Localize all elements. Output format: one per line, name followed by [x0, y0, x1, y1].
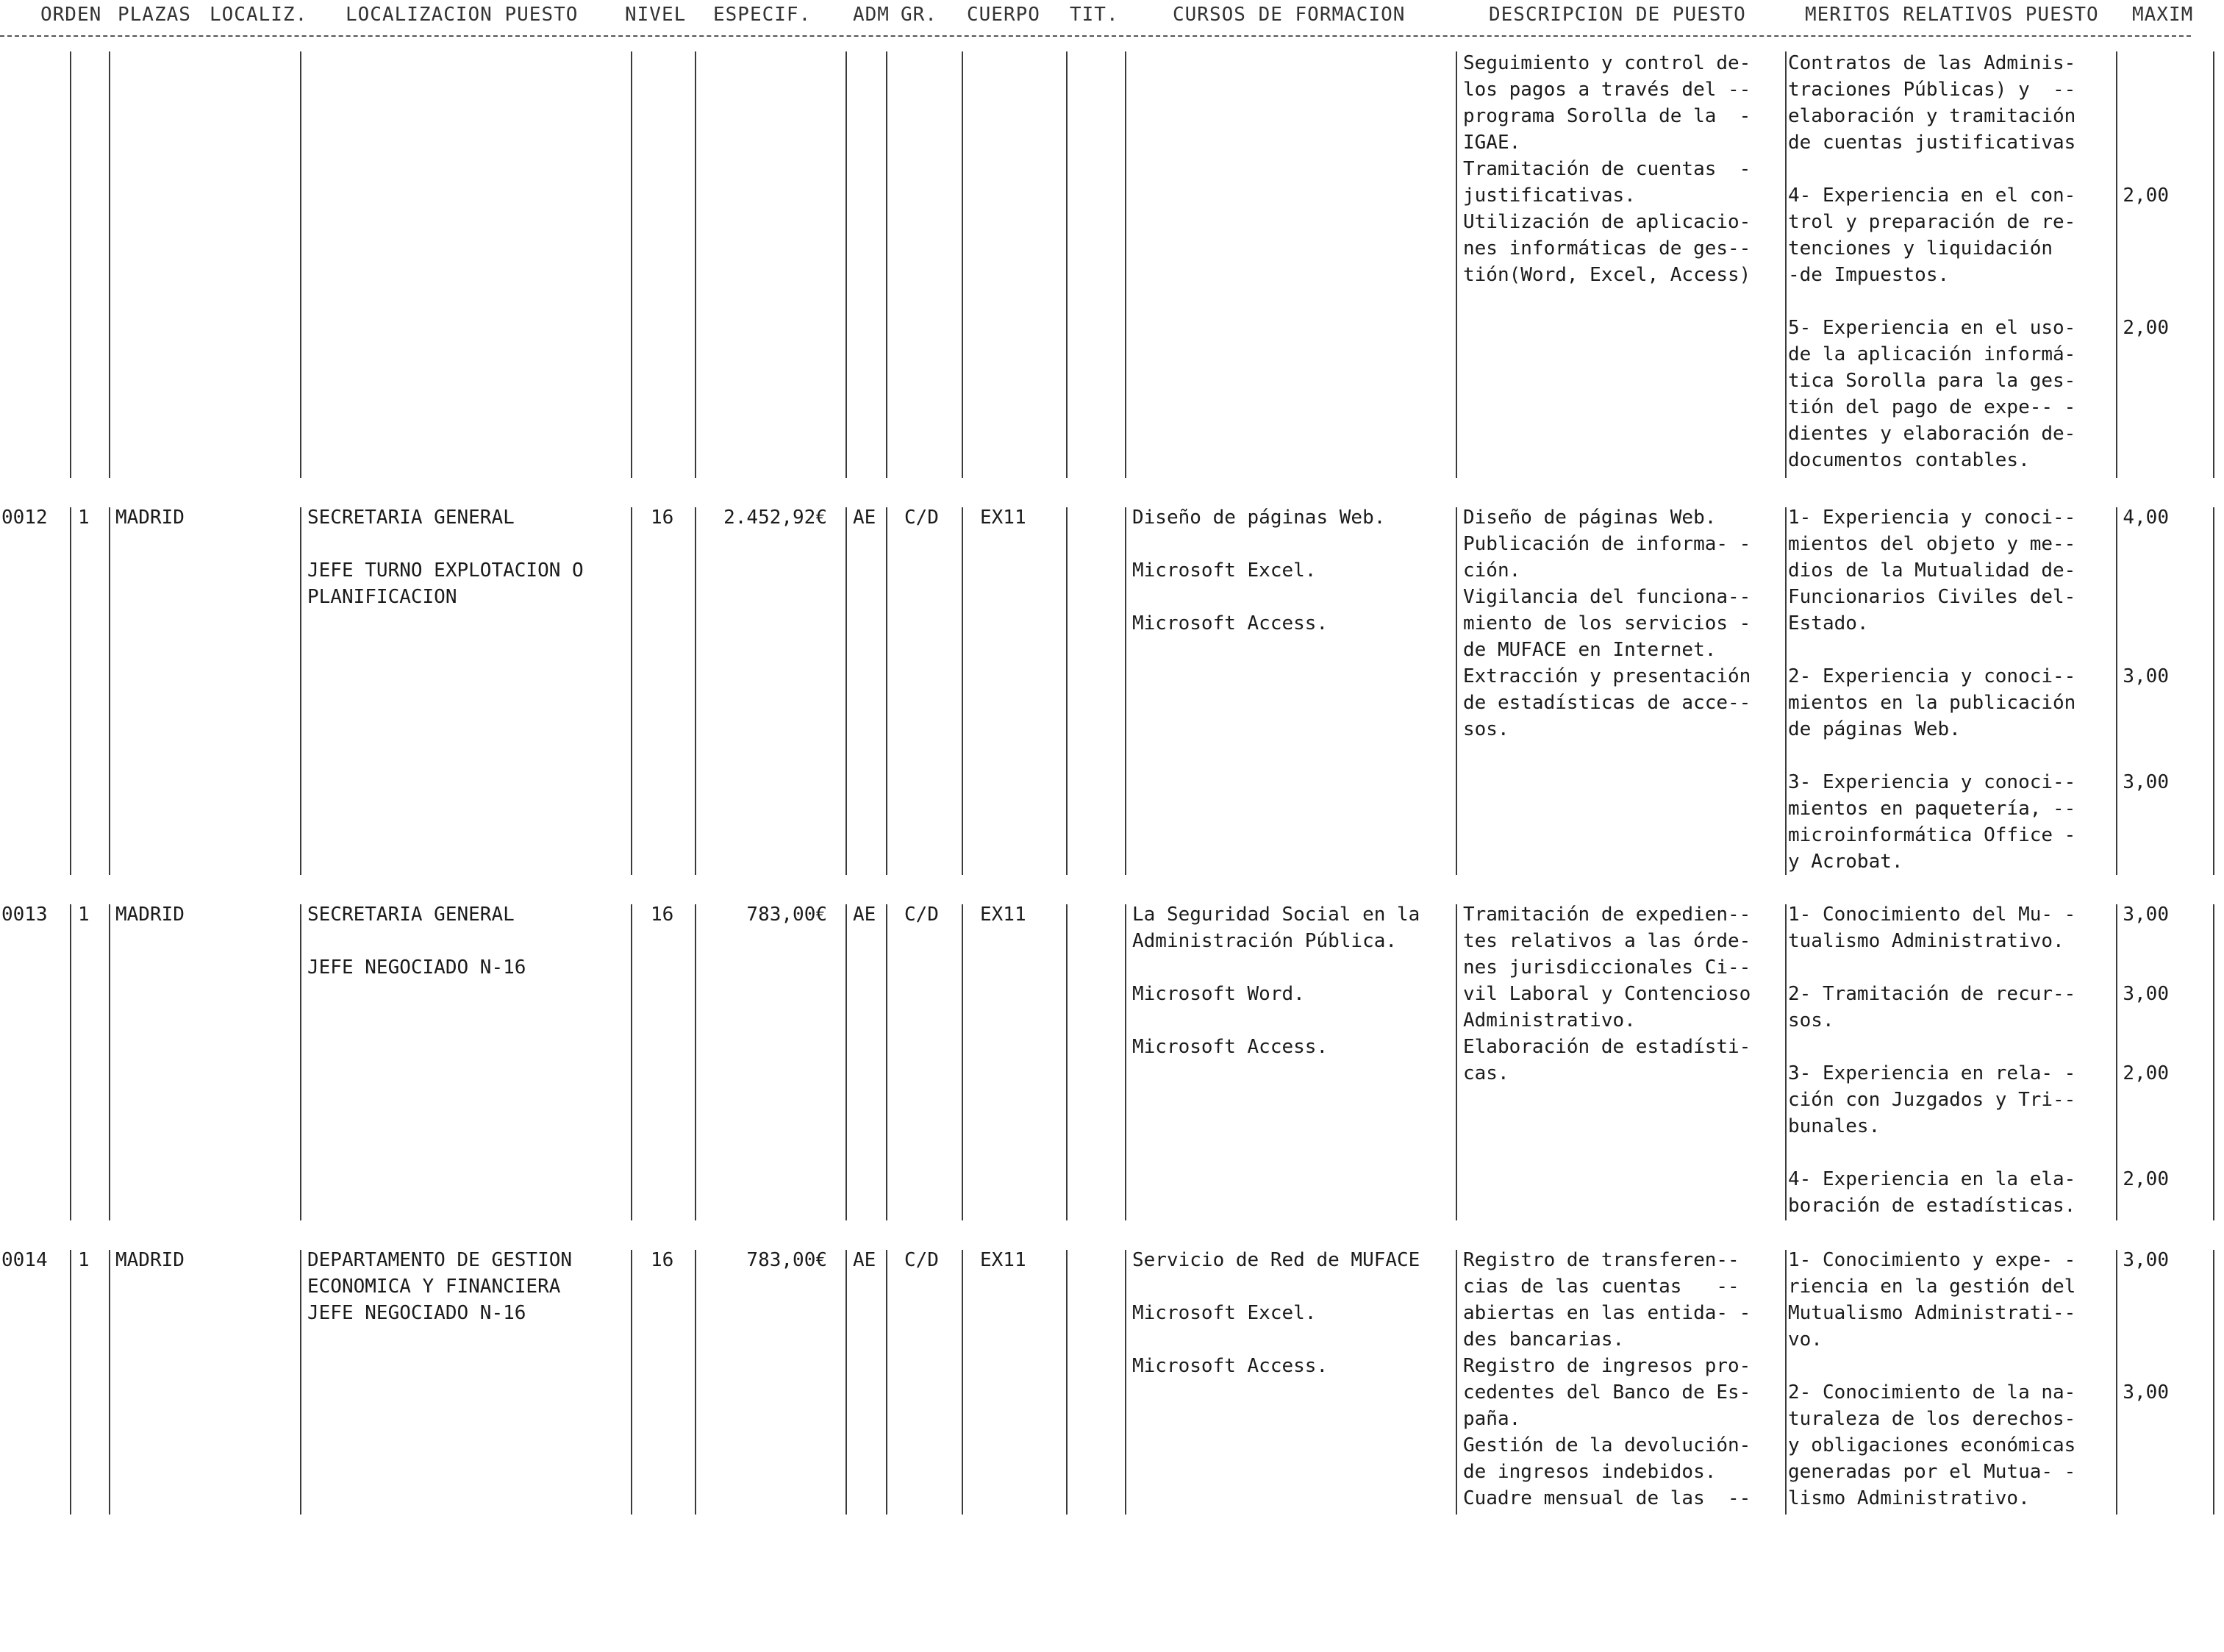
- merit-line: generadas por el Mutua- -: [1788, 1461, 2076, 1483]
- description-line: Registro de ingresos pro-: [1463, 1355, 1751, 1377]
- merit-line: bunales.: [1788, 1115, 1881, 1137]
- nivel-cell: 16: [651, 1249, 674, 1271]
- curso-line: Microsoft Word.: [1132, 983, 1305, 1005]
- description-line: Tramitación de cuentas -: [1463, 158, 1751, 180]
- merit-line: Funcionarios Civiles del-: [1788, 586, 2076, 608]
- merit-line: 4- Experiencia en el con-: [1788, 185, 2076, 207]
- merit-line: -de Impuestos.: [1788, 264, 1950, 286]
- merit-line: elaboración y tramitación: [1788, 105, 2076, 127]
- orden-cell: 0013: [1, 904, 48, 926]
- merit-line: trol y preparación de re-: [1788, 211, 2076, 233]
- column-separator: [695, 51, 696, 478]
- column-separator: [70, 1250, 71, 1515]
- unidad-cell: DEPARTAMENTO DE GESTION: [307, 1249, 573, 1271]
- merit-line: Contratos de las Adminis-: [1788, 52, 2076, 74]
- column-separator: [1456, 904, 1457, 1220]
- header-gr: GR.: [901, 4, 937, 26]
- puesto-cell: JEFE NEGOCIADO N-16: [307, 1302, 526, 1324]
- merit-line: y obligaciones económicas: [1788, 1434, 2076, 1456]
- column-separator: [886, 507, 887, 875]
- column-separator: [2116, 507, 2117, 875]
- merit-line: 2- Tramitación de recur--: [1788, 983, 2076, 1005]
- column-separator: [109, 507, 110, 875]
- merit-line: 2- Experiencia y conoci--: [1788, 665, 2076, 687]
- column-separator: [70, 51, 71, 478]
- header-maxim: MAXIM: [2132, 4, 2194, 26]
- merit-max-value: 3,00: [2123, 1249, 2169, 1271]
- column-separator: [1125, 1250, 1126, 1515]
- puesto-cell: JEFE TURNO EXPLOTACION O: [307, 559, 584, 582]
- column-separator: [631, 51, 632, 478]
- header-localizacion-puesto: LOCALIZACION PUESTO: [346, 4, 579, 26]
- description-line: Registro de transferen--: [1463, 1249, 1739, 1271]
- description-line: des bancarias.: [1463, 1329, 1625, 1351]
- merit-max-value: 4,00: [2123, 507, 2169, 529]
- column-separator: [631, 904, 632, 1220]
- column-separator: [962, 51, 963, 478]
- column-separator: [962, 904, 963, 1220]
- merit-line: lismo Administrativo.: [1788, 1487, 2030, 1509]
- column-separator: [1125, 507, 1126, 875]
- header-orden: ORDEN: [40, 4, 102, 26]
- description-line: Cuadre mensual de las --: [1463, 1487, 1751, 1509]
- plazas-cell: 1: [78, 507, 90, 529]
- column-separator: [109, 1250, 110, 1515]
- merit-line: dios de la Mutualidad de-: [1788, 559, 2076, 582]
- header-adm: ADM: [853, 4, 890, 26]
- header-cuerpo: CUERPO: [967, 4, 1040, 26]
- merit-line: boración de estadísticas.: [1788, 1195, 2076, 1217]
- gr-cell: C/D: [904, 507, 939, 529]
- merit-line: 3- Experiencia y conoci--: [1788, 771, 2076, 793]
- column-separator: [886, 51, 887, 478]
- puesto-cell: PLANIFICACION: [307, 586, 457, 608]
- description-line: tión(Word, Excel, Access): [1463, 264, 1751, 286]
- header-plazas: PLAZAS: [118, 4, 191, 26]
- header-tit: TIT.: [1070, 4, 1119, 26]
- column-separator: [70, 904, 71, 1220]
- merit-line: dientes y elaboración de-: [1788, 423, 2076, 445]
- merit-line: 5- Experiencia en el uso-: [1788, 317, 2076, 339]
- merit-line: de páginas Web.: [1788, 718, 1961, 740]
- merit-max-value: 3,00: [2123, 665, 2169, 687]
- column-separator: [1066, 51, 1068, 478]
- nivel-cell: 16: [651, 904, 674, 926]
- header-especif: ESPECIF.: [713, 4, 812, 26]
- description-line: los pagos a través del --: [1463, 79, 1751, 101]
- description-line: paña.: [1463, 1408, 1521, 1430]
- column-separator: [845, 507, 847, 875]
- merit-line: riencia en la gestión del: [1788, 1276, 2076, 1298]
- column-separator: [109, 904, 110, 1220]
- especif-cell: 783,00€: [746, 1249, 827, 1271]
- description-line: ción.: [1463, 559, 1521, 582]
- column-separator: [1456, 51, 1457, 478]
- unidad-cell: SECRETARIA GENERAL: [307, 507, 515, 529]
- column-separator: [300, 507, 301, 875]
- localiz-cell: MADRID: [115, 904, 185, 926]
- column-separator: [1456, 1250, 1457, 1515]
- column-separator: [300, 51, 301, 478]
- merit-line: 1- Conocimiento del Mu- -: [1788, 904, 2076, 926]
- merit-max-value: 2,00: [2123, 1062, 2169, 1084]
- header-rule: [0, 35, 2191, 37]
- adm-cell: AE: [853, 904, 876, 926]
- nivel-cell: 16: [651, 507, 674, 529]
- column-separator: [1066, 507, 1068, 875]
- merit-line: 2- Conocimiento de la na-: [1788, 1381, 2076, 1404]
- column-separator: [2213, 51, 2214, 478]
- gr-cell: C/D: [904, 904, 939, 926]
- description-line: miento de los servicios -: [1463, 612, 1751, 634]
- merit-max-value: 3,00: [2123, 904, 2169, 926]
- header-cursos: CURSOS DE FORMACION: [1173, 4, 1406, 26]
- merit-line: mientos en paquetería, --: [1788, 798, 2076, 820]
- merit-max-value: 3,00: [2123, 1381, 2169, 1404]
- especif-cell: 783,00€: [746, 904, 827, 926]
- description-line: Diseño de páginas Web.: [1463, 507, 1717, 529]
- column-separator: [631, 1250, 632, 1515]
- merit-line: mientos del objeto y me--: [1788, 533, 2076, 555]
- merit-line: 1- Conocimiento y expe- -: [1788, 1249, 2076, 1271]
- merit-line: tión del pago de expe-- -: [1788, 396, 2076, 418]
- description-line: cias de las cuentas --: [1463, 1276, 1739, 1298]
- description-line: Seguimiento y control de-: [1463, 52, 1751, 74]
- orden-cell: 0014: [1, 1249, 48, 1271]
- description-line: Vigilancia del funciona--: [1463, 586, 1751, 608]
- header-meritos: MERITOS RELATIVOS PUESTO: [1805, 4, 2099, 26]
- description-line: de estadísticas de acce--: [1463, 692, 1751, 714]
- merit-line: tualismo Administrativo.: [1788, 930, 2064, 952]
- column-separator: [845, 1250, 847, 1515]
- localiz-cell: MADRID: [115, 1249, 185, 1271]
- description-line: sos.: [1463, 718, 1509, 740]
- column-separator: [845, 904, 847, 1220]
- column-separator: [962, 1250, 963, 1515]
- merit-line: 1- Experiencia y conoci--: [1788, 507, 2076, 529]
- description-line: Publicación de informa- -: [1463, 533, 1751, 555]
- cuerpo-cell: EX11: [980, 507, 1026, 529]
- curso-line: Microsoft Excel.: [1132, 1302, 1317, 1324]
- description-line: nes jurisdiccionales Ci--: [1463, 956, 1751, 979]
- description-line: programa Sorolla de la -: [1463, 105, 1751, 127]
- header-nivel: NIVEL: [625, 4, 687, 26]
- orden-cell: 0012: [1, 507, 48, 529]
- description-line: vil Laboral y Contencioso: [1463, 983, 1751, 1005]
- localiz-cell: MADRID: [115, 507, 185, 529]
- curso-line: Microsoft Access.: [1132, 1036, 1329, 1058]
- merit-line: mientos en la publicación: [1788, 692, 2076, 714]
- description-line: Utilización de aplicacio-: [1463, 211, 1751, 233]
- description-line: cas.: [1463, 1062, 1509, 1084]
- description-line: Administrativo.: [1463, 1009, 1636, 1031]
- column-separator: [70, 507, 71, 875]
- merit-line: documentos contables.: [1788, 449, 2030, 471]
- merit-max-value: 3,00: [2123, 771, 2169, 793]
- cuerpo-cell: EX11: [980, 904, 1026, 926]
- column-separator: [886, 1250, 887, 1515]
- especif-cell: 2.452,92€: [723, 507, 827, 529]
- description-line: nes informáticas de ges--: [1463, 237, 1751, 260]
- merit-max-value: 2,00: [2123, 317, 2169, 339]
- description-line: cedentes del Banco de Es-: [1463, 1381, 1751, 1404]
- curso-line: Microsoft Access.: [1132, 612, 1329, 634]
- description-line: abiertas en las entida- -: [1463, 1302, 1751, 1324]
- merit-line: y Acrobat.: [1788, 851, 1903, 873]
- merit-line: turaleza de los derechos-: [1788, 1408, 2076, 1430]
- cuerpo-cell: EX11: [980, 1249, 1026, 1271]
- column-separator: [962, 507, 963, 875]
- column-separator: [2116, 51, 2117, 478]
- column-separator: [2116, 904, 2117, 1220]
- curso-line: Servicio de Red de MUFACE: [1132, 1249, 1420, 1271]
- description-line: de ingresos indebidos.: [1463, 1461, 1717, 1483]
- column-separator: [1785, 904, 1787, 1220]
- column-separator: [886, 904, 887, 1220]
- column-separator: [1125, 51, 1126, 478]
- gr-cell: C/D: [904, 1249, 939, 1271]
- column-separator: [2213, 1250, 2214, 1515]
- merit-line: traciones Públicas) y --: [1788, 79, 2076, 101]
- merit-line: Mutualismo Administrati--: [1788, 1302, 2076, 1324]
- header-descripcion: DESCRIPCION DE PUESTO: [1489, 4, 1746, 26]
- merit-max-value: 2,00: [2123, 1168, 2169, 1190]
- merit-line: de la aplicación informá-: [1788, 343, 2076, 365]
- merit-line: 4- Experiencia en la ela-: [1788, 1168, 2076, 1190]
- puesto-cell: JEFE NEGOCIADO N-16: [307, 956, 526, 979]
- column-separator: [1125, 904, 1126, 1220]
- unidad-cell: SECRETARIA GENERAL: [307, 904, 515, 926]
- curso-line: Microsoft Excel.: [1132, 559, 1317, 582]
- column-separator: [1785, 507, 1787, 875]
- curso-line: Administración Pública.: [1132, 930, 1398, 952]
- column-separator: [1456, 507, 1457, 875]
- column-separator: [300, 1250, 301, 1515]
- description-line: IGAE.: [1463, 132, 1521, 154]
- column-separator: [1785, 1250, 1787, 1515]
- column-separator: [845, 51, 847, 478]
- header-localiz: LOCALIZ.: [210, 4, 308, 26]
- merit-line: ción con Juzgados y Tri--: [1788, 1089, 2076, 1111]
- merit-line: tica Sorolla para la ges-: [1788, 370, 2076, 392]
- merit-line: tenciones y liquidación: [1788, 237, 2053, 260]
- merit-line: 3- Experiencia en rela- -: [1788, 1062, 2076, 1084]
- column-separator: [695, 904, 696, 1220]
- description-line: Gestión de la devolución-: [1463, 1434, 1751, 1456]
- description-line: Tramitación de expedien--: [1463, 904, 1751, 926]
- merit-line: microinformática Office -: [1788, 824, 2076, 846]
- description-line: justificativas.: [1463, 185, 1636, 207]
- column-separator: [1785, 51, 1787, 478]
- plazas-cell: 1: [78, 904, 90, 926]
- column-separator: [1066, 904, 1068, 1220]
- merit-max-value: 3,00: [2123, 983, 2169, 1005]
- column-separator: [1066, 1250, 1068, 1515]
- column-separator: [695, 507, 696, 875]
- column-separator: [695, 1250, 696, 1515]
- column-separator: [2116, 1250, 2117, 1515]
- merit-line: de cuentas justificativas: [1788, 132, 2076, 154]
- merit-line: Estado.: [1788, 612, 1869, 634]
- curso-line: Diseño de páginas Web.: [1132, 507, 1386, 529]
- merit-line: vo.: [1788, 1329, 1823, 1351]
- column-separator: [2213, 507, 2214, 875]
- merit-max-value: 2,00: [2123, 185, 2169, 207]
- adm-cell: AE: [853, 1249, 876, 1271]
- description-line: Extracción y presentación: [1463, 665, 1751, 687]
- column-separator: [631, 507, 632, 875]
- description-line: Elaboración de estadísti-: [1463, 1036, 1751, 1058]
- adm-cell: AE: [853, 507, 876, 529]
- curso-line: La Seguridad Social en la: [1132, 904, 1420, 926]
- curso-line: Microsoft Access.: [1132, 1355, 1329, 1377]
- description-line: de MUFACE en Internet.: [1463, 639, 1717, 661]
- plazas-cell: 1: [78, 1249, 90, 1271]
- column-separator: [109, 51, 110, 478]
- unidad-cell: ECONOMICA Y FINANCIERA: [307, 1276, 561, 1298]
- merit-line: sos.: [1788, 1009, 1834, 1031]
- description-line: tes relativos a las órde-: [1463, 930, 1751, 952]
- column-separator: [300, 904, 301, 1220]
- column-separator: [2213, 904, 2214, 1220]
